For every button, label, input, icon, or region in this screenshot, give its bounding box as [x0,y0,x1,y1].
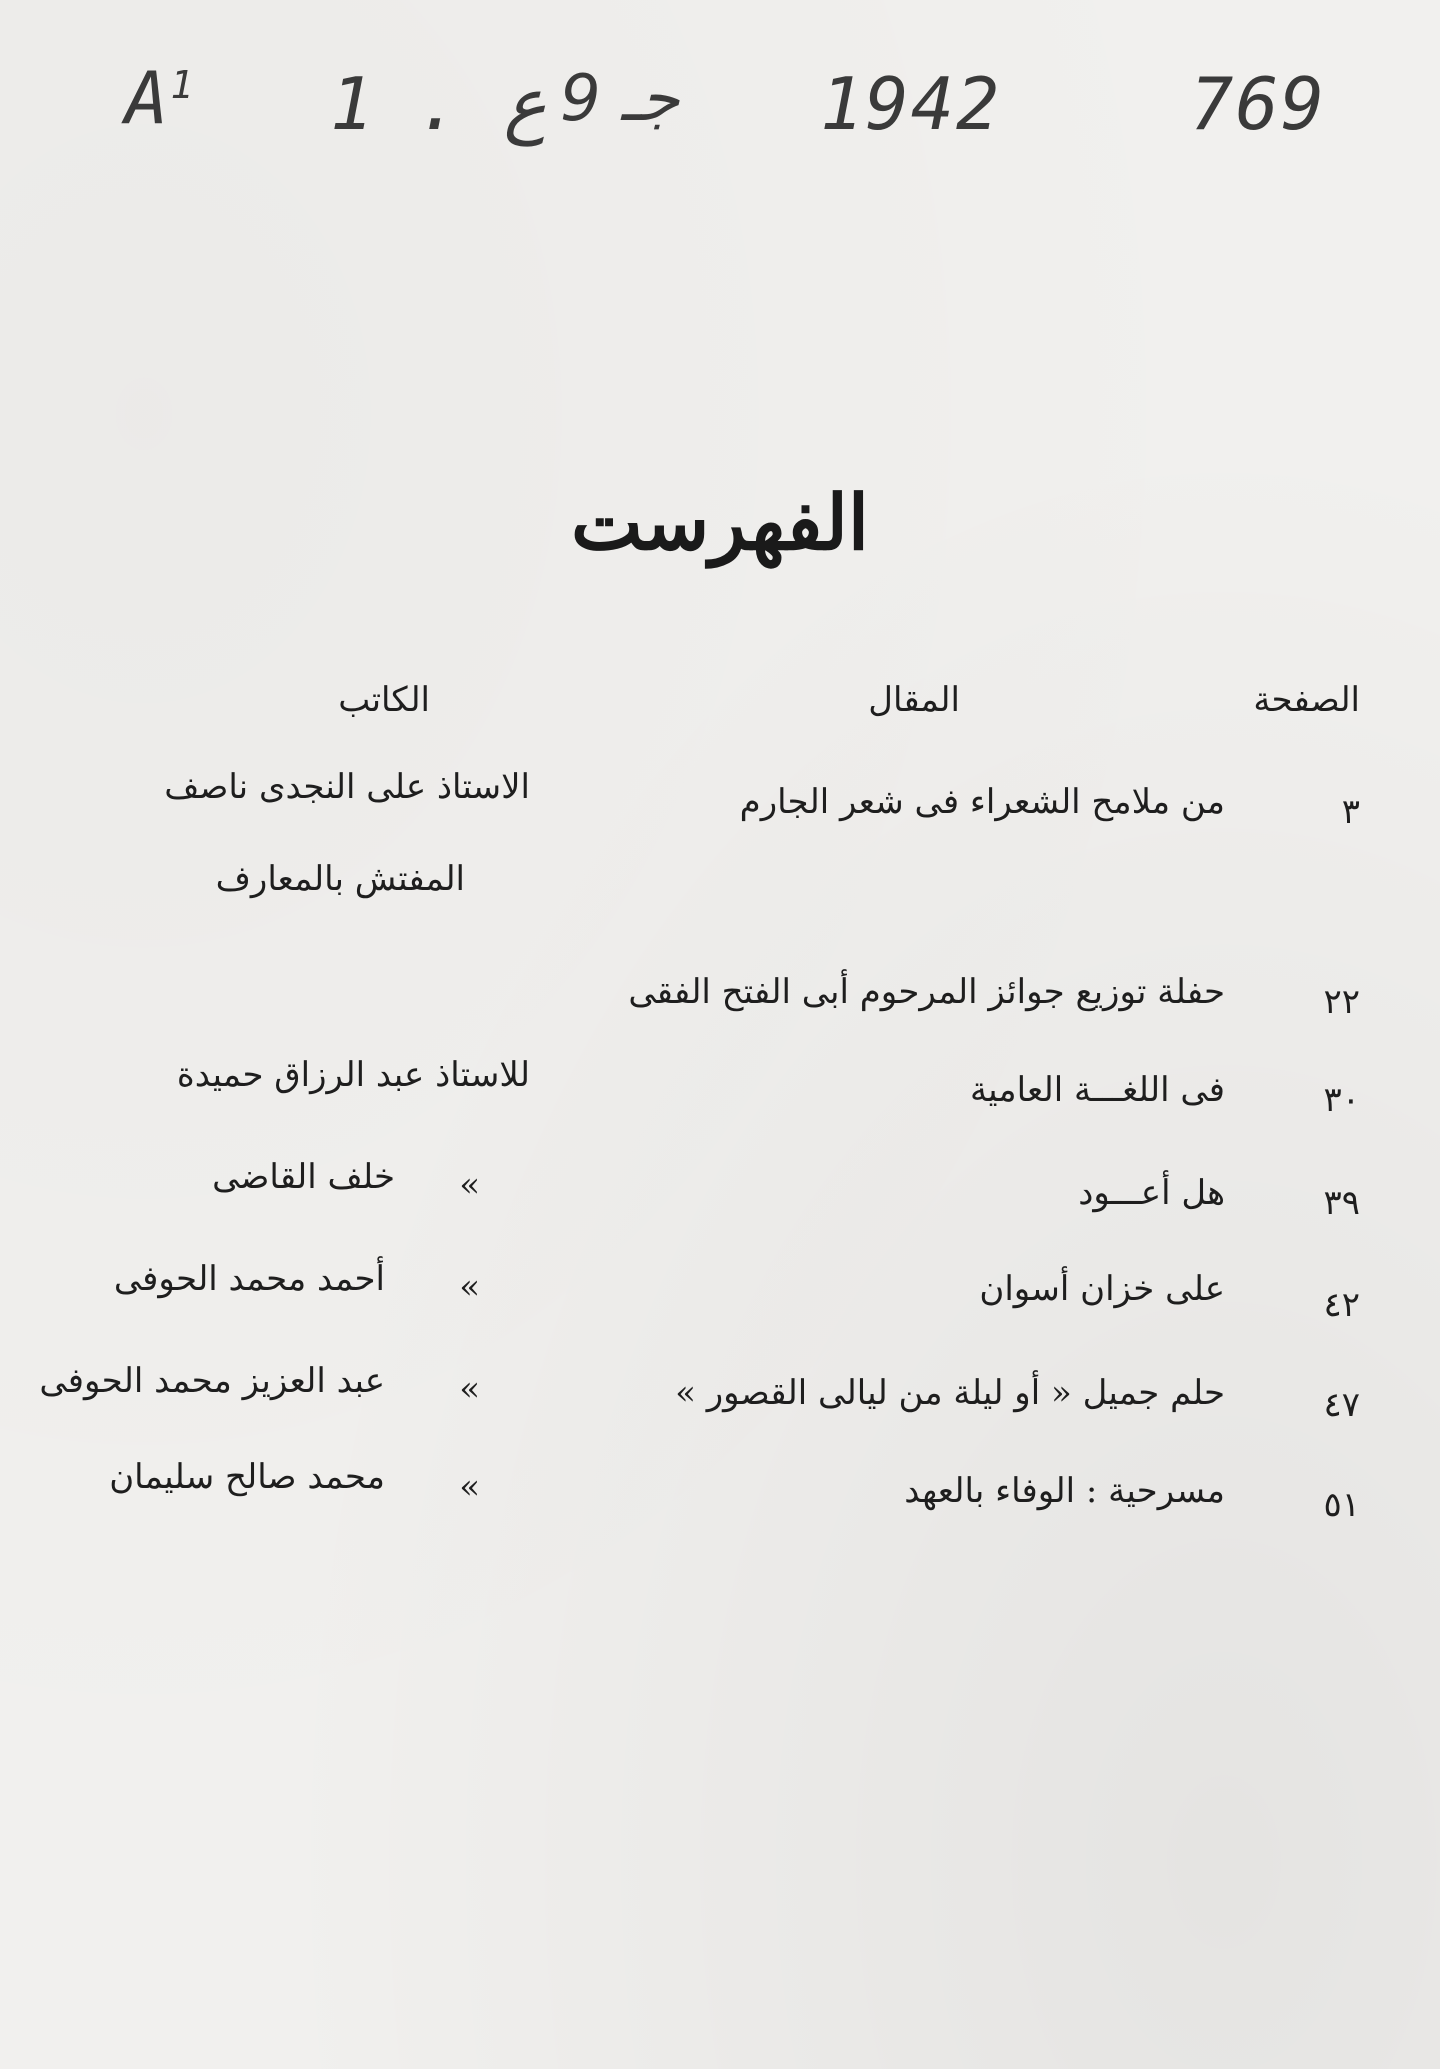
entry-author: خلف القاضى [212,1157,395,1197]
page-title: الفهرست [571,478,869,567]
column-header-article: المقال [868,680,960,720]
ditto-mark: » [459,1267,480,1307]
handwritten-part1: 1 . ع [330,62,547,146]
ditto-mark: » [459,1467,480,1507]
entry-article: فى اللغـــة العامية [969,1070,1225,1110]
entry-article: حفلة توزيع جوائز المرحوم أبى الفتح الفقى [628,972,1225,1012]
handwritten-year: 1942 [820,62,1002,146]
entry-article: هل أعـــود [1078,1173,1225,1213]
entry-page: ٤٢ [1323,1285,1360,1325]
entry-page: ٣٩ [1323,1183,1360,1223]
entry-page: ٣٠ [1323,1080,1360,1120]
handwritten-part2: 9 جـ [560,62,680,136]
column-header-page: الصفحة [1253,680,1360,720]
column-header-author: الكاتب [338,680,430,720]
entry-article: من ملامح الشعراء فى شعر الجارم [739,782,1225,822]
entry-author: أحمد محمد الحوفى [113,1259,385,1299]
handwritten-ref-letter: A [125,56,171,140]
entry-page: ٢٢ [1323,982,1360,1022]
entry-author: للاستاذ عبد الرزاق حميدة [176,1055,530,1095]
entry-author: عبد العزيز محمد الحوفى [39,1361,385,1401]
handwritten-number: 769 [1190,62,1327,146]
entry-author-line2: المفتش بالمعارف [215,859,465,899]
ditto-mark: » [459,1165,480,1205]
handwritten-ref-superscript: 1 [170,63,196,107]
entry-page: ٥١ [1323,1485,1360,1525]
ditto-mark: » [459,1369,480,1409]
entry-article: حلم جميل « أو ليلة من ليالى القصور » [675,1373,1225,1413]
entry-page: ٣ [1341,792,1360,832]
entry-author: الاستاذ على النجدى ناصف [164,767,530,807]
handwritten-ref [125,56,195,140]
entry-page: ٤٧ [1323,1385,1360,1425]
entry-author: محمد صالح سليمان [109,1457,385,1497]
entry-article: مسرحية : الوفاء بالعهد [904,1471,1225,1511]
entry-article: على خزان أسوان [979,1269,1225,1309]
